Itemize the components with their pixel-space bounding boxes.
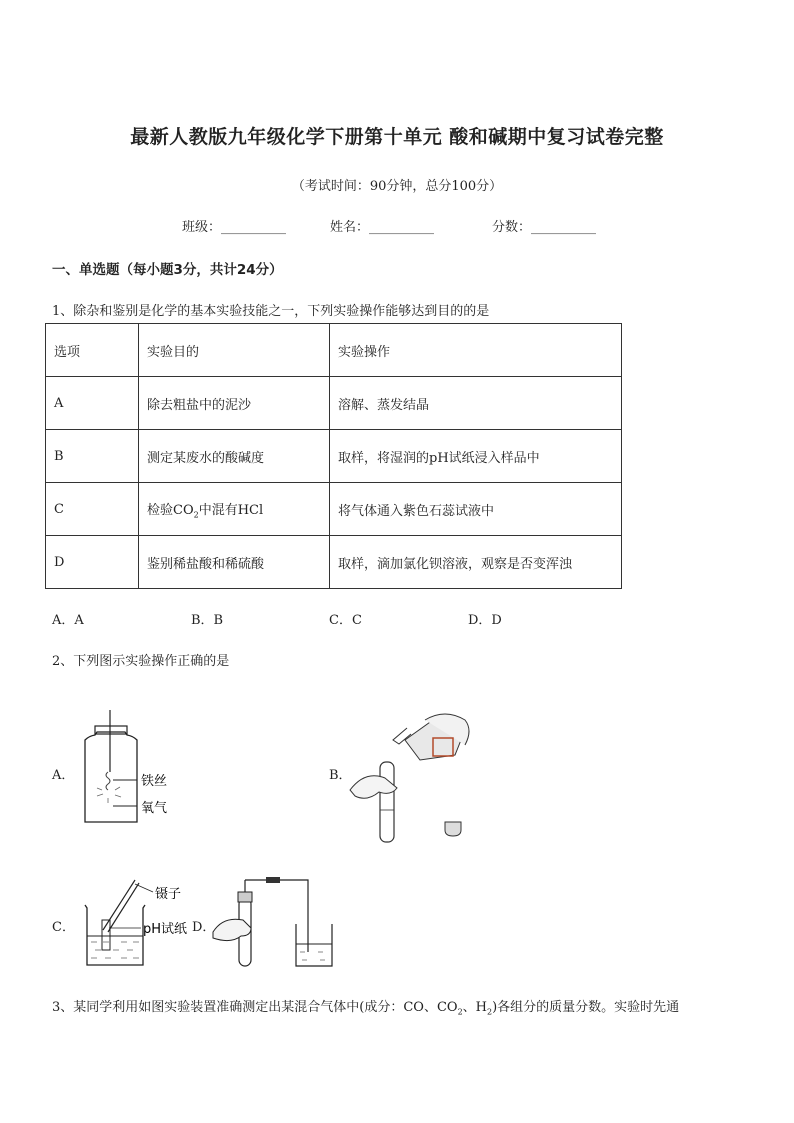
table-cell: 将气体通入紫色石蕊试液中 (330, 483, 622, 536)
table-row (46, 430, 622, 483)
option-b-label: B． (329, 768, 352, 783)
option-a-label: A． (52, 768, 75, 783)
section-heading: 一、单选题（每小题3分，共计24分） (52, 262, 283, 278)
oxygen-label: 氧气 (141, 801, 168, 816)
option-c-label: C． (52, 920, 75, 935)
table-row (46, 377, 622, 430)
score-field: 分数：__________ (492, 220, 597, 235)
table-cell: A (46, 377, 139, 430)
question-3-stem: 3、某同学利用如图实验装置准确测定出某混合气体中(成分：CO、$CO_2$、$H_2$)各组分的质量分数。实验时先通 (52, 1000, 680, 1017)
choice-d: D．D (468, 613, 502, 628)
table-row (46, 536, 622, 589)
table-row (46, 483, 622, 536)
choice-c: C．C (329, 613, 362, 628)
table-cell: 除去粗盐中的泥沙 (139, 377, 330, 430)
question-1-stem: 1、除杂和鉴别是化学的基本实验技能之一，下列实验操作能够达到目的的是 (52, 304, 490, 319)
table-cell: 测定某废水的酸碱度 (139, 430, 330, 483)
ph-test-figure (75, 870, 200, 970)
table-cell: 溶解、蒸发结晶 (330, 377, 622, 430)
choice-b: B．B (191, 613, 224, 628)
exam-info: （考试时间：90分钟，总分100分） (291, 179, 503, 194)
tweezers-label: 镊子 (155, 887, 182, 902)
table-header: 实验目的 (139, 324, 330, 377)
table-cell: 检验$CO_2$中混有HCl (139, 483, 330, 536)
table-header-row (46, 324, 622, 377)
table-cell: D (46, 536, 139, 589)
ph-paper-label: pH试纸 (143, 922, 188, 937)
pouring-liquid-figure (345, 700, 480, 845)
class-field: 班级：__________ (182, 220, 287, 235)
table-cell: 取样，滴加氯化钡溶液，观察是否变浑浊 (330, 536, 622, 589)
question-2-stem: 2、下列图示实验操作正确的是 (52, 654, 230, 669)
table-cell: 鉴别稀盐酸和稀硫酸 (139, 536, 330, 589)
iron-burning-figure (75, 710, 205, 830)
choice-a: A．A (52, 613, 84, 628)
option-d-label: D． (192, 920, 216, 935)
airtightness-check-figure (208, 872, 343, 972)
table-cell: C (46, 483, 139, 536)
iron-wire-label: 铁丝 (141, 774, 168, 789)
table-cell: B (46, 430, 139, 483)
table-cell: 取样，将湿润的pH试纸浸入样品中 (330, 430, 622, 483)
page-title: 最新人教版九年级化学下册第十单元 酸和碱期中复习试卷完整 (130, 126, 664, 148)
table-header: 实验操作 (330, 324, 622, 377)
name-field: 姓名：__________ (330, 220, 435, 235)
question-1-table (45, 323, 622, 589)
table-header: 选项 (46, 324, 139, 377)
